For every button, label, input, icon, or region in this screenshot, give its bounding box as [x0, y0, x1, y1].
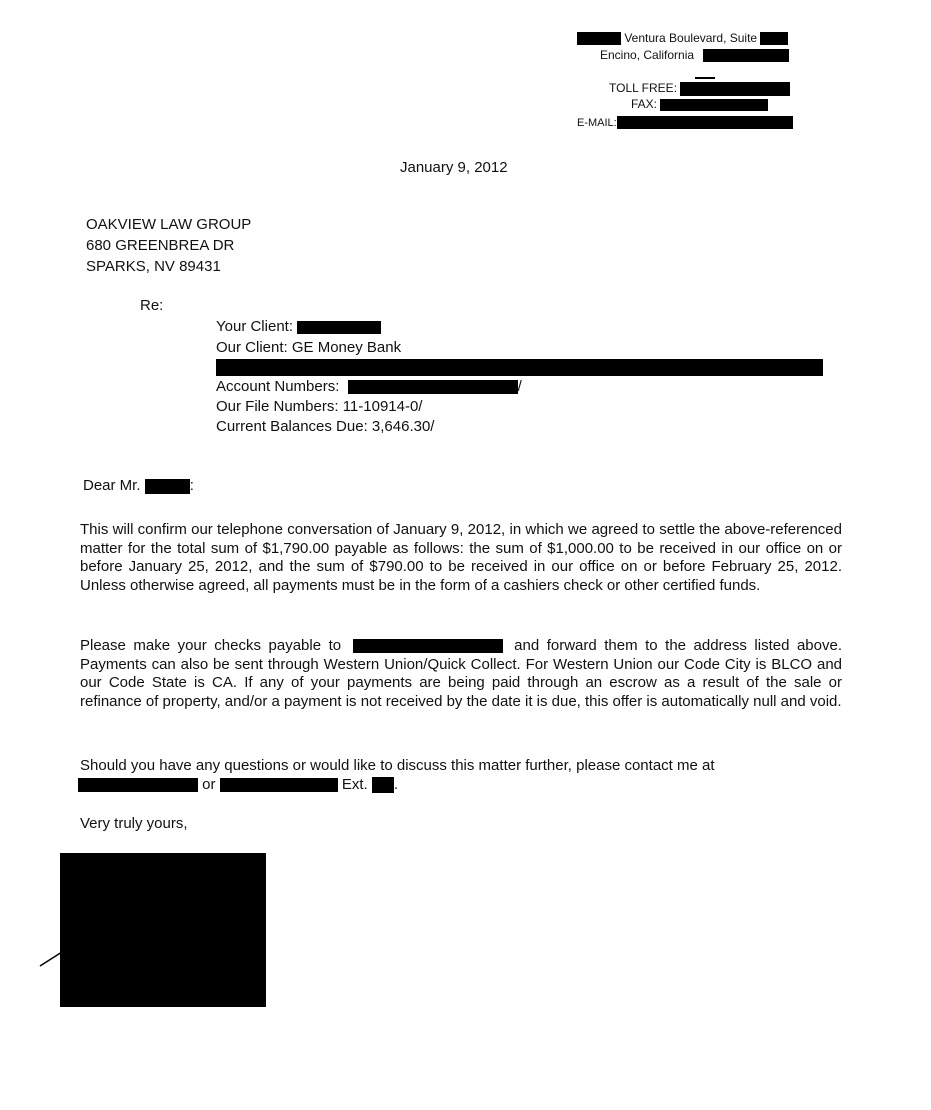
paragraph-payment-instructions [80, 637, 842, 711]
your-client-label: Your Client: [216, 318, 293, 335]
re-our-client: Our Client: GE Money Bank [216, 339, 402, 356]
recipient-line2: 680 GREENBREA DR [86, 237, 235, 254]
paragraph-settlement-terms: This will confirm our telephone conversation of January 9, 2012, in which we agreed to settle the above-referenced matter for the total sum of $1,790.00 payable as follows: the sum of $1,000.00 to be received in our office on or before January 25, 2012, and the sum of $790.00 to be received in our office on or before February 25, 2012. Unless otherwise agreed, all payments must be in the form of a cashiers check or other certified funds. [80, 521, 842, 594]
letterhead-city [600, 48, 789, 62]
city-text: Encino, California [600, 48, 695, 62]
re-label: Re: [140, 297, 164, 314]
p3-end: . [393, 775, 399, 793]
redaction-phone-2 [220, 778, 338, 792]
closing: Very truly yours, [80, 815, 188, 832]
redaction-client-name [297, 321, 381, 334]
redaction-phone-1 [78, 778, 198, 792]
letterhead-toll-free [609, 81, 790, 96]
paragraph-contact [80, 757, 842, 794]
redaction-zip [703, 49, 789, 62]
redaction-bar [216, 359, 823, 376]
account-numbers-label: Account Numbers: [216, 378, 340, 395]
recipient-line3: SPARKS, NV 89431 [86, 258, 221, 275]
redaction-account [348, 380, 518, 394]
signature-stroke [38, 940, 68, 970]
redaction-payee [353, 639, 503, 653]
email-label: E-MAIL: [577, 117, 617, 129]
letterhead-street [577, 31, 788, 45]
street-text: Ventura Boulevard, Suite [624, 31, 758, 45]
toll-free-label: TOLL FREE: [609, 81, 678, 95]
redaction-email [617, 116, 793, 129]
divider-mark [695, 77, 715, 79]
redaction-surname [145, 479, 190, 494]
re-balances: Current Balances Due: 3,646.30/ [216, 418, 435, 435]
p3-ext: Ext. [341, 775, 368, 793]
redaction-ext [372, 777, 394, 793]
re-file-numbers: Our File Numbers: 11-10914-0/ [216, 398, 423, 415]
re-your-client [216, 318, 381, 335]
signature-redaction [60, 853, 266, 1007]
letterhead-email [577, 115, 793, 129]
p3-text: Should you have any questions or would like to discuss this matter further, please contact me at [80, 757, 715, 774]
p2-after: and forward them to the address listed above. Payments can also be sent through Western Union/Quick Collect. For Western Union our Code City is BLCO and our Code State is CA. If any of your payments are being paid through an escrow as a result of the sale or refinance of property, and/or a payment is not received by the date it is due, this offer is automatically null and void. [80, 637, 842, 710]
redaction-street-number [577, 32, 621, 45]
p3-or: or [202, 775, 216, 793]
salutation-suffix: : [189, 477, 194, 494]
account-suffix: / [517, 378, 522, 395]
redaction-suite [760, 32, 788, 45]
letter-date: January 9, 2012 [400, 159, 508, 176]
redaction-fax [660, 99, 768, 111]
letterhead-fax [631, 97, 768, 111]
fax-label: FAX: [631, 97, 658, 111]
salutation [83, 477, 194, 494]
re-account-numbers [216, 378, 522, 395]
recipient-line1: OAKVIEW LAW GROUP [86, 216, 252, 233]
salutation-prefix: Dear Mr. [83, 477, 141, 494]
p2-before: Please make your checks payable to [80, 637, 342, 654]
redaction-toll-free [680, 82, 790, 96]
